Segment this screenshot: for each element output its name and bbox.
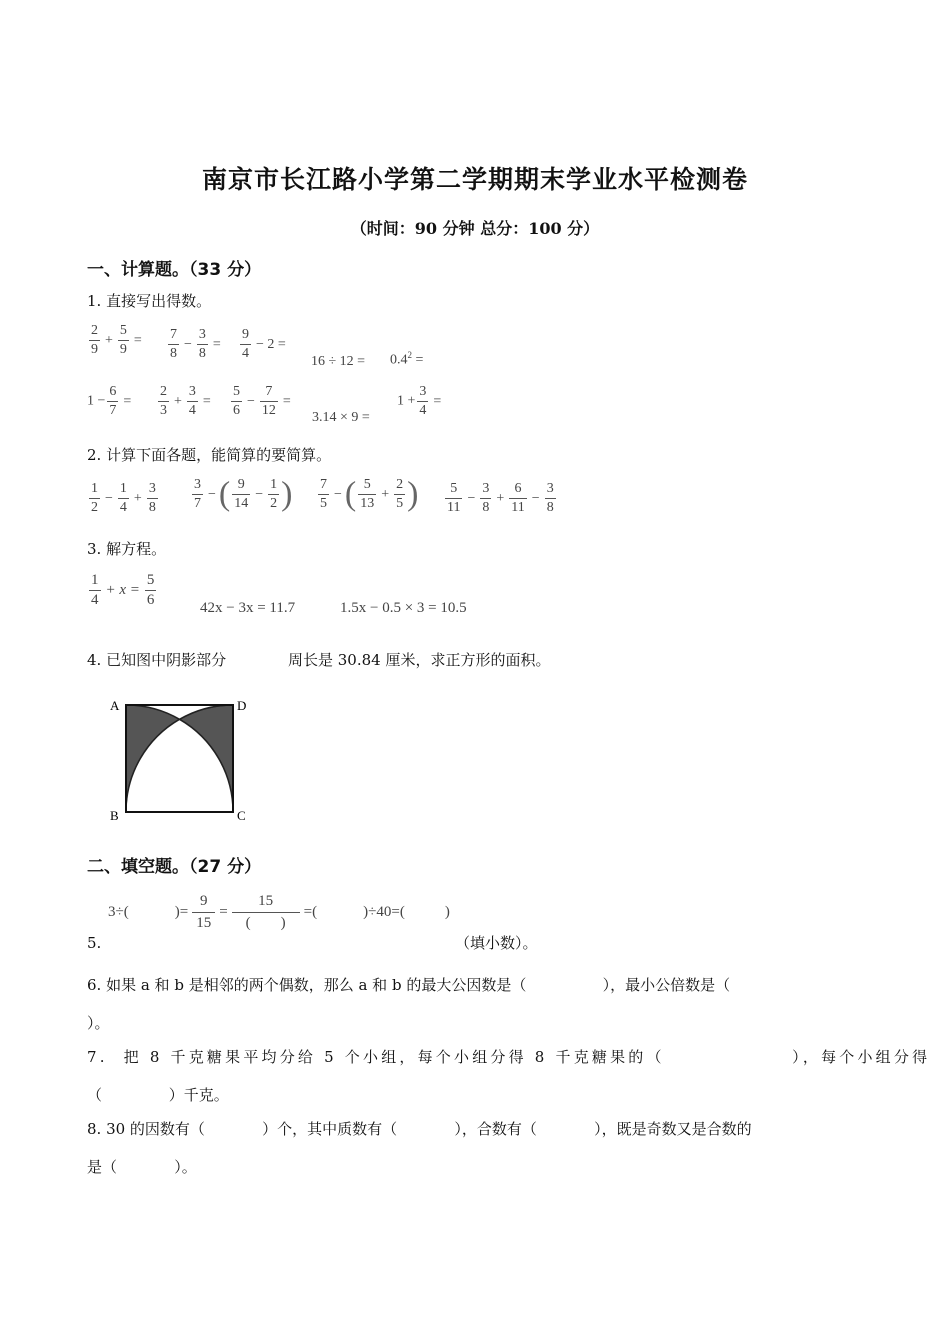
denominator: 8 [170,346,177,361]
denominator: 7 [109,403,117,418]
question-5-number: 5. [87,934,102,952]
calc-1-2 [166,327,224,362]
numerator: 3 [148,481,156,496]
calc-1-3 [238,327,289,362]
right-paren: ) [407,475,419,513]
question-5-hint: （填小数）。 [455,934,538,952]
left-paren: ( [344,475,357,513]
expr-part: 3÷( [108,904,129,920]
question-4-part-1: 4. 已知图中阴影部分 [87,651,227,669]
equation-2: 42x − 3x = 11.7 [200,600,296,616]
question-1: 1. 直接写出得数。 [87,292,212,310]
denominator: 2 [270,496,278,511]
numerator: 7 [320,477,327,492]
calc-1-5 [390,350,423,369]
denominator: 4 [242,346,249,361]
expression-head: 1 − [87,393,106,409]
denominator: 5 [396,496,404,511]
exam-info: （时间：90 分钟 总分：100 分） [350,219,600,238]
numerator: 9 [199,893,208,909]
simplify-2 [190,477,292,512]
calc-2-2 [156,384,214,419]
calc-1-1 [87,323,145,358]
numerator: 6 [514,481,522,496]
calc-2-5 [397,384,444,419]
operator: − [334,486,342,502]
operator: + [174,393,182,409]
equation-middle: + x = [105,581,140,598]
numerator: 3 [188,384,196,399]
denominator: 9 [91,342,98,357]
denominator: 8 [482,500,490,515]
denominator: 3 [160,403,167,418]
page-title: 南京市长江路小学第二学期期末学业水平检测卷 [201,165,748,194]
operator: − [531,490,540,506]
left-paren: ( [218,475,231,513]
denominator: 6 [233,403,240,418]
numerator: 3 [482,481,490,496]
operator: − [184,336,192,352]
numerator: 1 [270,477,278,492]
denominator: 4 [419,403,427,418]
denominator: 12 [261,403,276,418]
question-5-expression [108,893,450,932]
numerator: 1 [91,572,99,588]
equals-sign: = [123,393,132,409]
numerator: 2 [91,323,98,338]
calc-1-4: 16 ÷ 12 = [311,354,366,369]
denominator: 8 [198,346,206,361]
equals-sign: = [433,393,442,409]
numerator: 1 [119,481,127,496]
denominator: 6 [146,592,155,608]
operator: + [133,490,142,506]
operator: − [255,486,264,502]
question-4-part-2: 周长是 30.84 厘米，求正方形的面积。 [288,651,551,669]
square-diagram [100,692,270,832]
denominator: 15 [192,912,215,932]
numerator: 7 [170,327,177,342]
numerator: 3 [198,327,206,342]
denominator: 14 [234,496,249,511]
operator: − [247,393,255,409]
equation-3: 1.5x − 0.5 × 3 = 10.5 [340,600,467,616]
operator: + [381,486,390,502]
expression-head: 1 + [397,393,416,409]
vertex-label-d: D [237,698,247,713]
question-6-line-2: ）。 [87,1014,110,1032]
operator: − [467,490,476,506]
vertex-label-a: A [110,698,120,713]
numerator: 5 [119,323,127,338]
denominator: 4 [119,500,127,515]
expr-part: ) [444,904,450,920]
denominator: 9 [119,342,127,357]
numerator: 15 [258,893,274,909]
calc-2-4: 3.14 × 9 = [312,410,370,425]
simplify-4 [443,481,558,516]
operator: − [208,486,216,502]
calc-2-1 [87,384,134,419]
denominator: 13 [360,496,375,511]
equation-1 [87,572,158,609]
numerator: 1 [91,481,98,496]
denominator: 11 [511,500,525,515]
operator: + [105,332,113,348]
operator: − [105,490,113,506]
calc-2-3 [229,384,294,419]
equals-sign: = [212,336,221,352]
numerator: 2 [396,477,404,492]
denominator: 2 [91,500,98,515]
shaded-square-figure [100,692,270,836]
question-8-line-1: 8. 30 的因数有（ ）个，其中质数有（ ），合数有（ ），既是奇数又是合数的 [87,1120,752,1138]
question-2: 2. 计算下面各题，能简算的要简算。 [87,446,332,464]
vertex-label-b: B [110,808,119,823]
numerator: 3 [194,477,201,492]
operator: + [496,490,505,506]
section-1-heading: 一、计算题。（33 分） [87,260,262,280]
numerator: 5 [363,477,371,492]
expr-part: )= [174,904,189,920]
equals-sign: = [412,352,424,368]
numerator: 2 [160,384,167,399]
section-2-heading: 二、填空题。（27 分） [87,857,262,877]
denominator: 4 [91,592,99,608]
question-6-line-1: 6. 如果 a 和 b 是相邻的两个偶数，那么 a 和 b 的最大公因数是（ ），最小公倍数是（ [87,976,731,994]
denominator: 11 [447,500,461,515]
denominator: 8 [546,500,554,515]
numerator: 9 [242,327,249,342]
question-7-line-1: 7. 把 8 千克糖果平均分给 5 个小组，每个小组分得 8 千克糖果的（ ），每个小组分得 [87,1048,931,1066]
vertex-label-c: C [237,808,246,823]
numerator: 5 [450,481,458,496]
question-3: 3. 解方程。 [87,540,167,558]
numerator: 3 [546,481,554,496]
simplify-1 [87,481,160,516]
expr-part: = [219,904,228,920]
question-8-line-2: 是（ ）。 [87,1158,197,1176]
numerator: 7 [265,384,273,399]
numerator: 5 [146,572,155,588]
numerator: 3 [419,384,427,399]
denominator: 4 [188,403,196,418]
expr-part: )÷40=( [363,904,405,920]
expr-part: =( [303,904,318,920]
denominator: 8 [148,500,156,515]
numerator: 9 [237,477,245,492]
simplify-3 [316,477,418,512]
question-7-line-2: （ ）千克。 [87,1086,229,1104]
denominator: ( ) [232,912,300,932]
equals-sign: = [282,393,291,409]
base: 0.4 [390,352,408,368]
expression-tail: − 2 = [256,336,286,352]
numerator: 5 [233,384,240,399]
denominator: 7 [194,496,201,511]
denominator: 5 [320,496,327,511]
equals-sign: = [202,393,211,409]
exponent: 2 [407,350,412,360]
right-paren: ) [281,475,293,513]
numerator: 6 [109,384,117,399]
equals-sign: = [133,332,142,348]
